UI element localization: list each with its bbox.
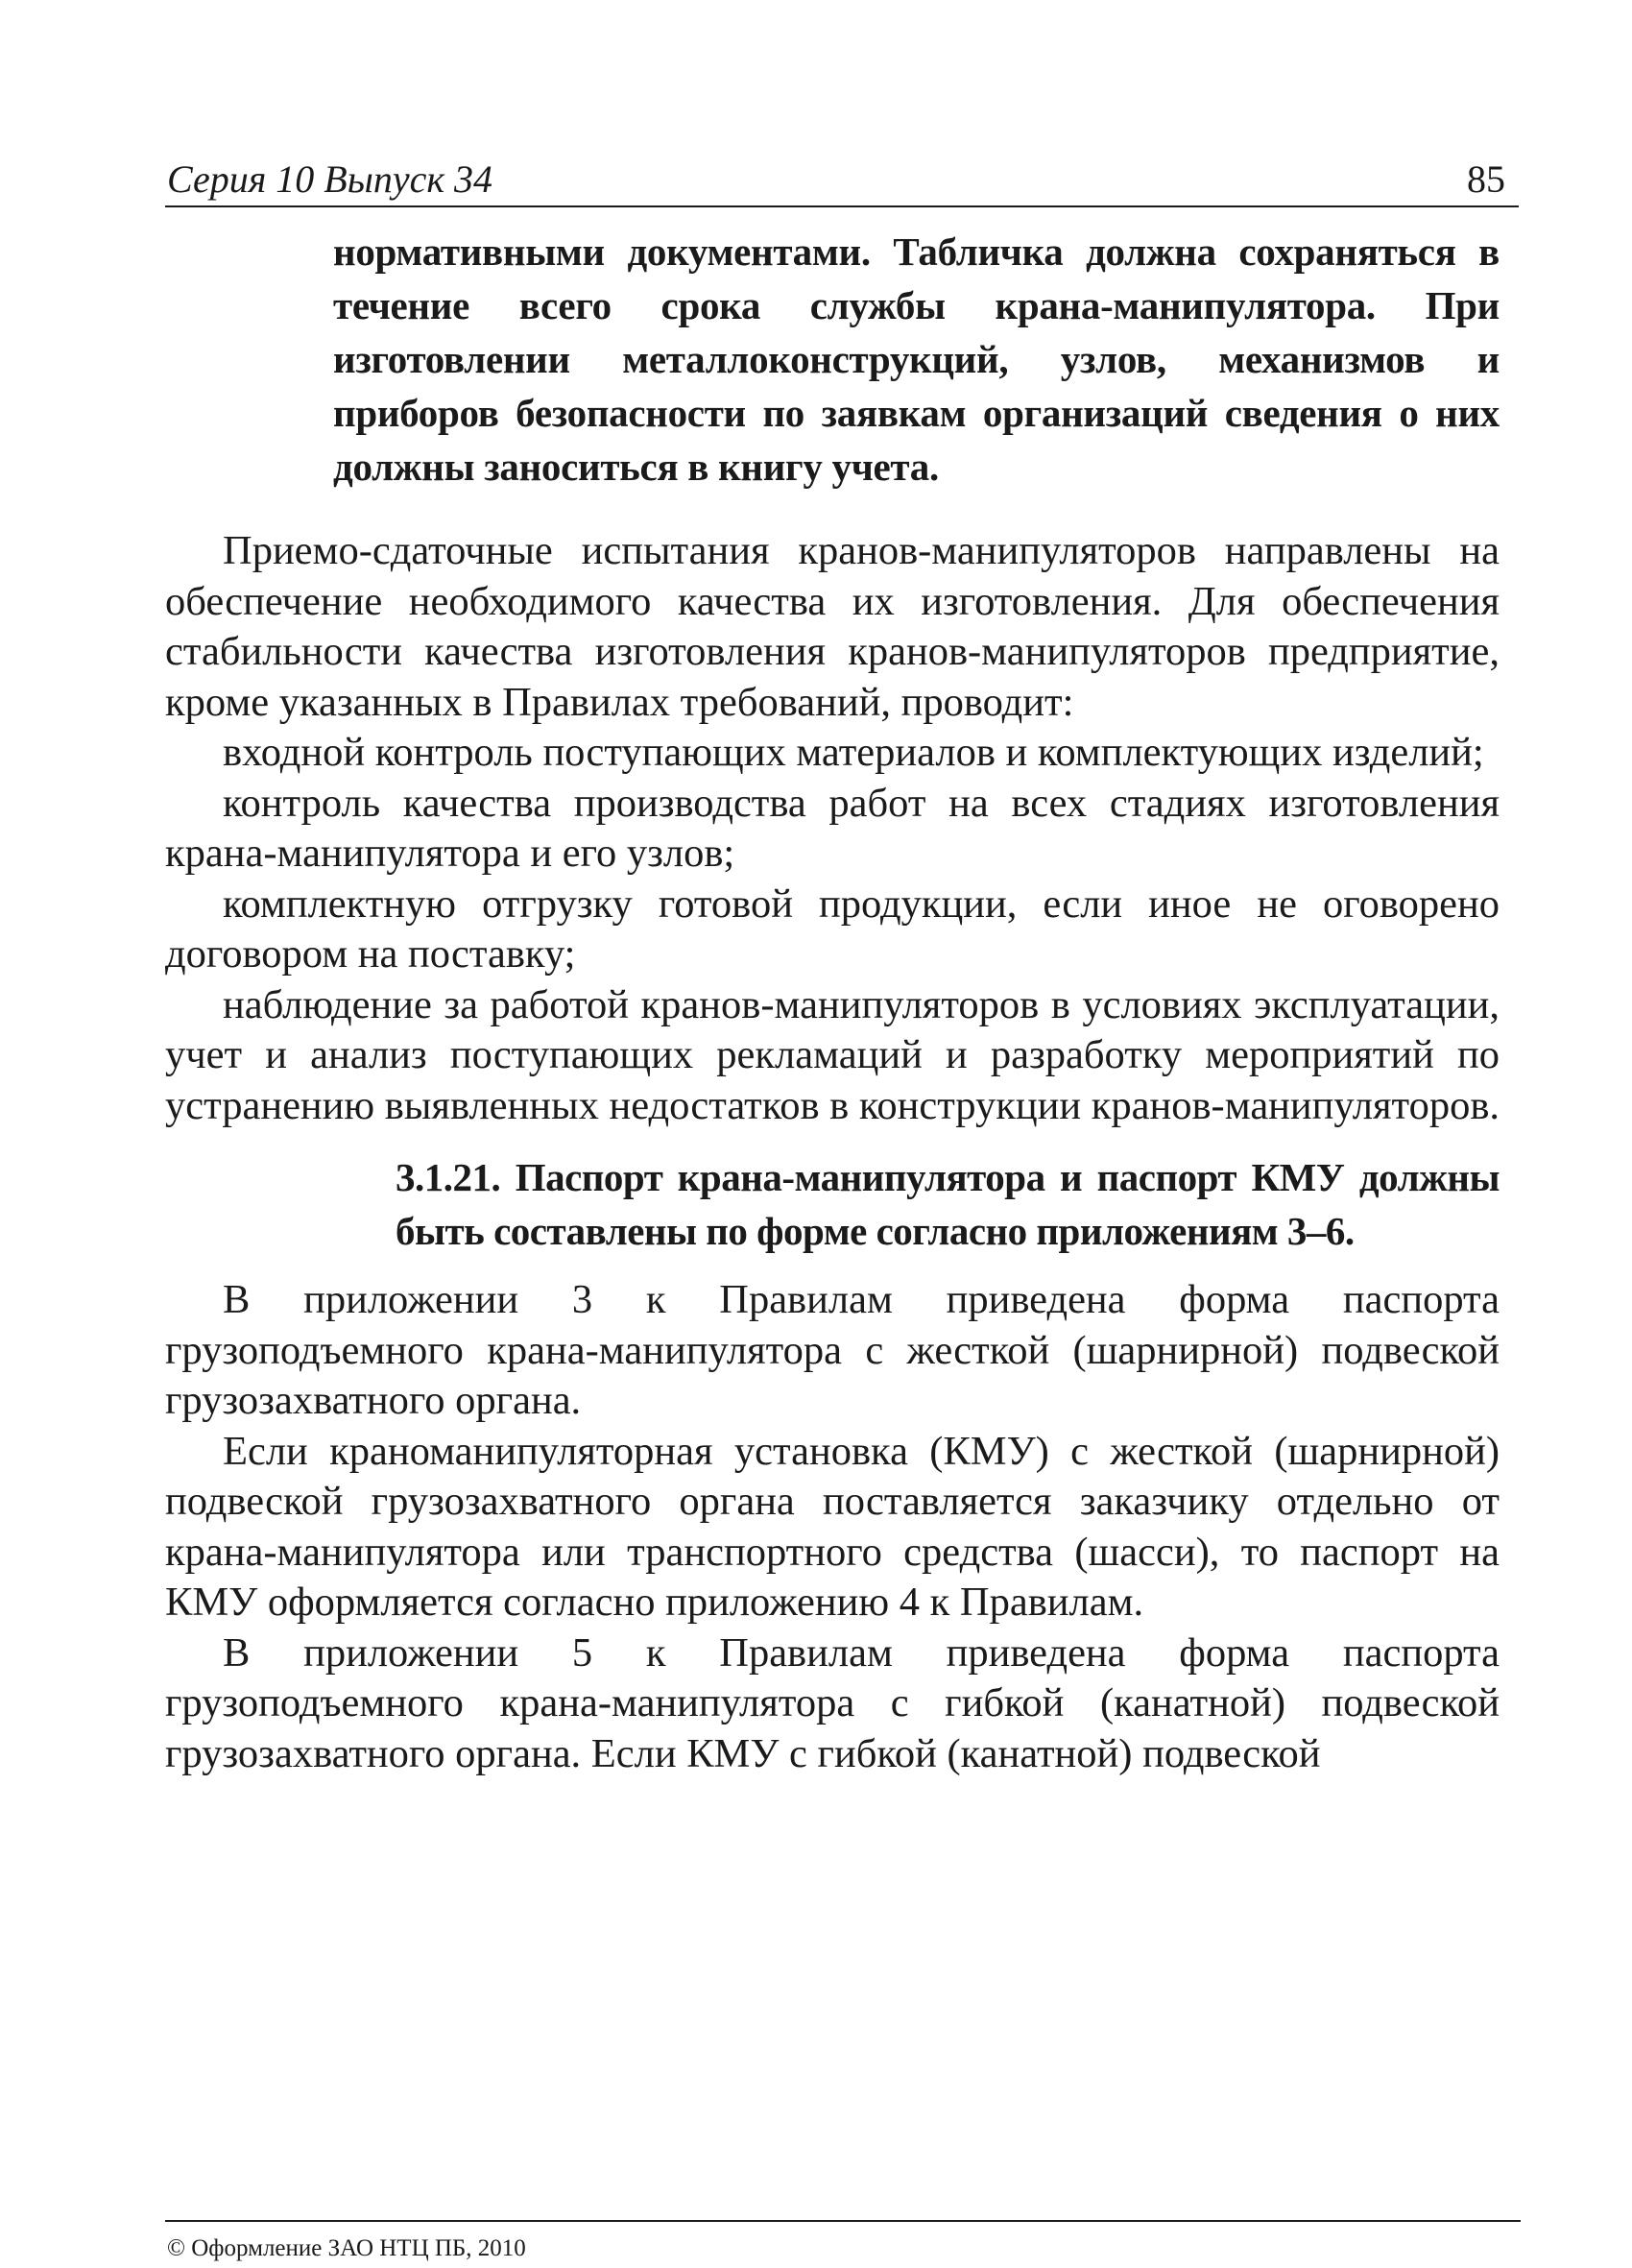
running-header [165,144,1519,207]
bold-intro-paragraph: нормативными документами. Табличка должна сохраняться в течение всего срока службы крана-манипулятора. При изготовлении металлоконструкций, узлов, механизмов и приборов безопасности по заявкам организаций сведения о них должны заноситься в книгу учета. [333,229,1500,489]
list-paragraph: входной контроль поступающих материалов и комплектующих изделий; [223,730,1484,775]
series-title: Серия 10 Выпуск 34 [167,157,493,201]
list-paragraph: контроль качества производства работ на всех стадиях изготовления крана-манипулятора и его узлов; [165,780,1500,876]
page-number: 85 [1467,157,1505,201]
paragraph: В приложении 5 к Правилам приведена форма паспорта грузоподъемного крана-манипулятора с гибкой (канатной) подвеской грузозахватного органа. Если КМУ с гибкой (канатной) подвеской [165,1629,1500,1776]
paragraph: В приложении 3 к Правилам приведена форма паспорта грузоподъемного крана-манипулятора с жесткой (шарнирной) подвеской грузозахватного органа. [165,1277,1500,1423]
list-paragraph: наблюдение за работой кранов-манипуляторов в условиях эксплуатации, учет и анализ поступающих рекламаций и разработку мероприятий по устранению выявленных недостатков в конструкции кранов-манипуляторов. [165,981,1500,1128]
list-paragraph: комплектную отгрузку готовой продукции, если иное не оговорено договором на поставку; [165,881,1500,977]
body-text [165,225,1500,1779]
document-page [165,144,1519,2261]
copyright-footer: © Оформление ЗАО НТЦ ПБ, 2010 [165,2220,1521,2262]
section-heading: 3.1.21. Паспорт крана-манипулятора и паспорт КМУ должны быть составлены по форме согласно приложениям 3–6. [396,1155,1500,1253]
paragraph: Приемо-сдаточные испытания кранов-манипуляторов направлены на обеспечение необходимого качества их изготовления. Для обеспечения стабильности качества изготовления кранов-манипуляторов предприятие, кроме указанных в Правилах требований, проводит: [165,528,1500,725]
paragraph: Если краноманипуляторная установка (КМУ) с жесткой (шарнирной) подвеской грузозахватного органа поставляется заказчику отдельно от крана-манипулятора или транспортного средства (шасси), то паспорт на КМУ оформляется согласно приложению 4 к Правилам. [165,1428,1500,1625]
